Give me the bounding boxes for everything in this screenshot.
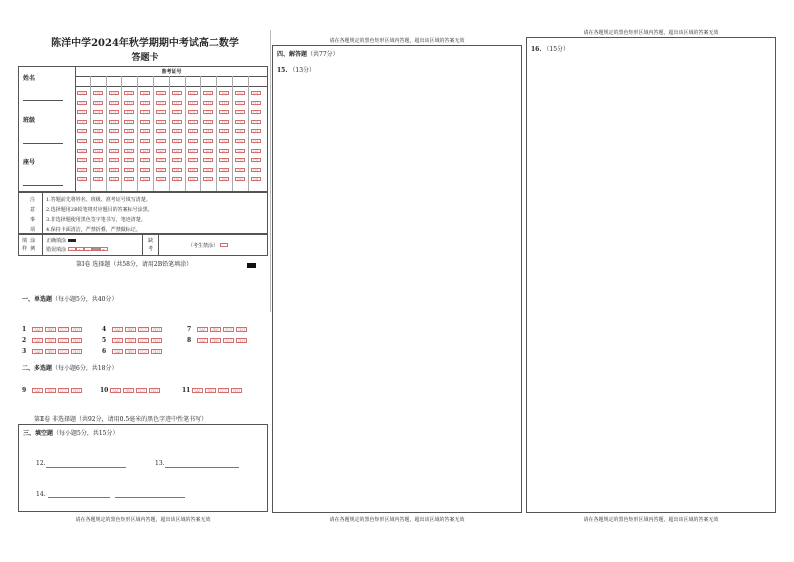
exam-digit-bubble[interactable]: [1] [172, 101, 182, 105]
exam-digit-bubble[interactable]: [4] [219, 129, 229, 133]
part2-heading: 第Ⅱ卷 非选择题（共92分，请用0.5毫米的黑色字迹中性笔书写） [34, 416, 208, 423]
single-choice-area [22, 316, 272, 355]
exam-digit-bubble[interactable]: [6] [140, 149, 150, 153]
option-bubble[interactable]: [B] [125, 338, 136, 343]
exam-digit-bubble[interactable]: [5] [235, 139, 245, 143]
choice-question: 1[A] [B] [C] [D] [22, 316, 84, 335]
exam-digit-bubble[interactable]: [0] [188, 91, 198, 95]
exam-digit-bubble[interactable]: [9] [109, 177, 119, 181]
exam-digit-bubble[interactable]: [1] [203, 101, 213, 105]
exam-digit-bubble[interactable]: [9] [251, 177, 261, 181]
exam-digit-bubble[interactable]: [8] [77, 168, 87, 172]
exam-digit-bubble[interactable]: [7] [109, 158, 119, 162]
choice-question: 4[A] [B] [C] [D] [102, 316, 164, 335]
option-bubble[interactable]: [A] [192, 388, 203, 393]
exam-digit-bubble[interactable]: [2] [77, 110, 87, 114]
option-bubble[interactable]: [A] [32, 327, 43, 332]
exam-digit-bubble[interactable]: [6] [124, 149, 134, 153]
option-bubble[interactable]: [B] [123, 388, 134, 393]
exam-digit-bubble[interactable]: [2] [203, 110, 213, 114]
exam-digit-bubble[interactable]: [9] [77, 177, 87, 181]
option-bubble[interactable]: [A] [32, 388, 43, 393]
option-bubble[interactable]: [D] [71, 349, 82, 354]
missing-text: （考生禁涂） [188, 242, 228, 249]
option-bubble[interactable]: [D] [236, 327, 247, 332]
option-bubble[interactable]: [C] [223, 338, 234, 343]
option-bubble[interactable]: [B] [45, 327, 56, 332]
multi-choice-area [22, 377, 272, 394]
choice-question: 10[A] [B] [C] [D] [100, 377, 162, 396]
exam-digit-bubble[interactable]: [1] [77, 101, 87, 105]
option-bubble[interactable]: [C] [136, 388, 147, 393]
option-bubble[interactable]: [A] [32, 349, 43, 354]
exam-digit-bubble[interactable]: [1] [219, 101, 229, 105]
fill-wrong: 错误填涂 ✓ ✕ ○ ▪ [46, 246, 108, 253]
exam-digit-bubble[interactable]: [0] [93, 91, 103, 95]
exam-digit-bubble[interactable]: [1] [124, 101, 134, 105]
choice-question: 7[A] [B] [C] [D] [187, 316, 249, 335]
option-bubble[interactable]: [D] [151, 338, 162, 343]
footer-note-2: 请在各题规定的黑色矩形区域内答题，超出该区域的答案无效 [329, 517, 465, 523]
exam-digit-bubble[interactable]: [2] [172, 110, 182, 114]
q16-label: 16. （15分） [531, 46, 570, 53]
exam-digit-bubble[interactable]: [8] [219, 168, 229, 172]
exam-digit-bubble[interactable]: [7] [235, 158, 245, 162]
exam-digit-bubble[interactable]: [4] [188, 129, 198, 133]
exam-digit-bubble[interactable]: [4] [156, 129, 166, 133]
exam-digit-bubble[interactable]: [9] [124, 177, 134, 181]
option-bubble[interactable]: [D] [149, 388, 160, 393]
exam-digit-bubble[interactable]: [4] [172, 129, 182, 133]
q13-label: 13. [155, 460, 165, 467]
option-bubble[interactable]: [D] [151, 327, 162, 332]
exam-digit-bubble[interactable]: [0] [124, 91, 134, 95]
choice-question: 5[A] [B] [C] [D] [102, 327, 164, 346]
option-bubble[interactable]: [A] [112, 349, 123, 354]
exam-digit-bubble[interactable]: [6] [235, 149, 245, 153]
exam-digit-bubble[interactable]: [7] [140, 158, 150, 162]
option-bubble[interactable]: [C] [138, 349, 149, 354]
exam-digit-bubble[interactable]: [9] [235, 177, 245, 181]
exam-digit-bubble[interactable]: [4] [93, 129, 103, 133]
exam-digit-bubble[interactable]: [5] [93, 139, 103, 143]
exam-digit-bubble[interactable]: [5] [203, 139, 213, 143]
exam-digit-bubble[interactable]: [7] [203, 158, 213, 162]
sec4-title: 四、解答题（共77分） [277, 51, 339, 58]
seat-label: 座号 [23, 159, 36, 166]
exam-digit-bubble[interactable]: [4] [109, 129, 119, 133]
exam-digit-bubble[interactable]: [9] [172, 177, 182, 181]
exam-digit-bubble[interactable]: [4] [77, 129, 87, 133]
option-bubble[interactable]: [D] [71, 338, 82, 343]
q14-label: 14. [36, 491, 46, 498]
option-bubble[interactable]: [C] [223, 327, 234, 332]
exam-digit-bubble[interactable]: [7] [93, 158, 103, 162]
exam-digit-bubble[interactable]: [0] [140, 91, 150, 95]
exam-digit-bubble[interactable]: [2] [235, 110, 245, 114]
exam-digit-bubble[interactable]: [1] [235, 101, 245, 105]
exam-digit-bubble[interactable]: [3] [109, 120, 119, 124]
exam-digit-bubble[interactable]: [8] [156, 168, 166, 172]
exam-digit-bubble[interactable]: [8] [93, 168, 103, 172]
exam-digit-bubble[interactable]: [0] [156, 91, 166, 95]
choice-question: 8[A] [B] [C] [D] [187, 327, 249, 346]
exam-digit-bubble[interactable]: [6] [109, 149, 119, 153]
option-bubble[interactable]: [A] [112, 338, 123, 343]
option-bubble[interactable]: [C] [58, 327, 69, 332]
name-label: 姓名 [23, 75, 36, 82]
exam-digit-bubble[interactable]: [1] [188, 101, 198, 105]
exam-digit-bubble[interactable]: [5] [77, 139, 87, 143]
option-bubble[interactable]: [A] [197, 338, 208, 343]
sec1-title: 一、单选题（每小题5分，共40分） [22, 296, 118, 303]
exam-no-label: 准考证号 [161, 69, 182, 75]
exam-digit-bubble[interactable]: [5] [140, 139, 150, 143]
sec3-title: 三、填空题（每小题5分，共15分） [23, 430, 119, 437]
exam-digit-bubble[interactable]: [3] [251, 120, 261, 124]
exam-digit-bubble[interactable]: [3] [203, 120, 213, 124]
exam-digit-bubble[interactable]: [0] [203, 91, 213, 95]
exam-digit-bubble[interactable]: [6] [156, 149, 166, 153]
exam-digit-bubble[interactable]: [3] [140, 120, 150, 124]
footer-note-1: 请在各题规定的黑色矩形区域内答题，超出该区域的答案无效 [75, 517, 211, 523]
option-bubble[interactable]: [C] [58, 349, 69, 354]
exam-digit-bubble[interactable]: [0] [251, 91, 261, 95]
exam-digit-bubble[interactable]: [7] [188, 158, 198, 162]
exam-digit-bubble[interactable]: [8] [235, 168, 245, 172]
exam-digit-bubble[interactable]: [0] [219, 91, 229, 95]
choice-question: 2[A] [B] [C] [D] [22, 327, 84, 346]
exam-digit-bubble[interactable]: [6] [172, 149, 182, 153]
exam-digit-bubble[interactable]: [4] [251, 129, 261, 133]
exam-digit-bubble[interactable]: [1] [156, 101, 166, 105]
exam-digit-bubble[interactable]: [1] [93, 101, 103, 105]
exam-digit-bubble[interactable]: [2] [109, 110, 119, 114]
choice-question: 6[A] [B] [C] [D] [102, 338, 164, 357]
exam-digit-bubble[interactable]: [7] [124, 158, 134, 162]
exam-digit-bubble[interactable]: [6] [93, 149, 103, 153]
exam-digit-bubble[interactable]: [3] [188, 120, 198, 124]
answer-box-16 [526, 37, 776, 513]
exam-digit-bubble[interactable]: [2] [124, 110, 134, 114]
card-subtitle: 答题卡 [131, 53, 159, 63]
exam-digit-bubble[interactable]: [3] [219, 120, 229, 124]
option-bubble[interactable]: [C] [58, 388, 69, 393]
option-bubble[interactable]: [B] [125, 349, 136, 354]
exam-digit-bubble[interactable]: [9] [156, 177, 166, 181]
exam-digit-bubble[interactable]: [4] [124, 129, 134, 133]
exam-digit-bubble[interactable]: [5] [219, 139, 229, 143]
exam-digit-bubble[interactable]: [6] [77, 149, 87, 153]
exam-digit-bubble[interactable]: [6] [251, 149, 261, 153]
exam-digit-bubble[interactable]: [7] [77, 158, 87, 162]
exam-digit-bubble[interactable]: [3] [235, 120, 245, 124]
exam-digit-bubble[interactable]: [6] [188, 149, 198, 153]
exam-digit-bubble[interactable]: [3] [77, 120, 87, 124]
timing-mark [247, 263, 256, 268]
choice-question: 3[A] [B] [C] [D] [22, 338, 84, 357]
exam-digit-bubble[interactable]: [0] [77, 91, 87, 95]
choice-question: 11[A] [B] [C] [D] [182, 377, 244, 396]
fill-correct: 正确填涂 [46, 237, 76, 244]
exam-digit-bubble[interactable]: [5] [156, 139, 166, 143]
option-bubble[interactable]: [B] [45, 338, 56, 343]
fill-blank-box [18, 424, 268, 512]
sec2-title: 二、多选题（每小题6分，共18分） [22, 365, 118, 372]
exam-digit-bubble[interactable]: [0] [109, 91, 119, 95]
exam-digit-bubble[interactable]: [8] [140, 168, 150, 172]
option-bubble[interactable]: [A] [32, 338, 43, 343]
exam-digit-bubble[interactable]: [3] [156, 120, 166, 124]
option-bubble[interactable]: [A] [112, 327, 123, 332]
exam-digit-bubble[interactable]: [0] [235, 91, 245, 95]
header-note-2: 请在各题规定的黑色矩形区域内答题，超出该区域的答案无效 [329, 38, 465, 44]
exam-digit-bubble[interactable]: [2] [93, 110, 103, 114]
option-bubble[interactable]: [C] [218, 388, 229, 393]
exam-number-grid [77, 91, 267, 191]
option-bubble[interactable]: [A] [197, 327, 208, 332]
exam-digit-bubble[interactable]: [5] [109, 139, 119, 143]
exam-digit-bubble[interactable]: [8] [124, 168, 134, 172]
option-bubble[interactable]: [C] [138, 327, 149, 332]
exam-digit-bubble[interactable]: [6] [203, 149, 213, 153]
option-bubble[interactable]: [D] [236, 338, 247, 343]
option-bubble[interactable]: [B] [205, 388, 216, 393]
exam-digit-bubble[interactable]: [3] [93, 120, 103, 124]
q15-label: 15. （13分） [277, 67, 316, 74]
option-bubble[interactable]: [C] [138, 338, 149, 343]
card-title: 陈洋中学2024年秋学期期中考试高二数学 [51, 38, 239, 49]
option-bubble[interactable]: [B] [125, 327, 136, 332]
exam-digit-bubble[interactable]: [7] [251, 158, 261, 162]
exam-digit-bubble[interactable]: [7] [172, 158, 182, 162]
exam-digit-bubble[interactable]: [9] [188, 177, 198, 181]
option-bubble[interactable]: [B] [45, 388, 56, 393]
exam-digit-bubble[interactable]: [9] [203, 177, 213, 181]
option-bubble[interactable]: [B] [45, 349, 56, 354]
exam-digit-bubble[interactable]: [8] [109, 168, 119, 172]
exam-digit-bubble[interactable]: [3] [124, 120, 134, 124]
exam-digit-bubble[interactable]: [2] [251, 110, 261, 114]
exam-digit-bubble[interactable]: [1] [251, 101, 261, 105]
exam-digit-bubble[interactable]: [4] [203, 129, 213, 133]
exam-digit-bubble[interactable]: [5] [124, 139, 134, 143]
exam-digit-bubble[interactable]: [8] [251, 168, 261, 172]
exam-digit-bubble[interactable]: [7] [156, 158, 166, 162]
exam-digit-bubble[interactable]: [5] [251, 139, 261, 143]
option-bubble[interactable]: [B] [210, 327, 221, 332]
answer-box-15 [272, 45, 522, 513]
exam-digit-bubble[interactable]: [8] [172, 168, 182, 172]
exam-digit-bubble[interactable]: [6] [219, 149, 229, 153]
exam-digit-bubble[interactable]: [2] [140, 110, 150, 114]
exam-digit-bubble[interactable]: [1] [109, 101, 119, 105]
notice-label: 注 意 事 项 [30, 197, 36, 233]
fill-label: 填 涂 样 例 [22, 238, 36, 252]
class-label: 班级 [23, 117, 36, 124]
notice-text: 1.答题前先将姓名、班级、准考证号填写清楚。 2.选择题用2B铅笔将对应题目的答案标号涂黑。 3.非选择题使用黑色签字笔书写，笔迹清楚。 4.保持卡面清洁，严禁折叠，严禁做标记。 [46, 197, 153, 233]
exam-digit-bubble[interactable]: [4] [140, 129, 150, 133]
option-bubble[interactable]: [C] [58, 338, 69, 343]
option-bubble[interactable]: [D] [71, 388, 82, 393]
missing-label: 缺 考 [148, 238, 154, 252]
part1-heading: 第Ⅰ卷 选择题（共58分，请用2B铅笔填涂） [76, 261, 193, 268]
exam-digit-bubble[interactable]: [2] [156, 110, 166, 114]
option-bubble[interactable]: [D] [151, 349, 162, 354]
q12-label: 12. [36, 460, 46, 467]
exam-digit-bubble[interactable]: [0] [172, 91, 182, 95]
footer-note-3: 请在各题规定的黑色矩形区域内答题，超出该区域的答案无效 [583, 517, 719, 523]
exam-digit-bubble[interactable]: [7] [219, 158, 229, 162]
exam-digit-bubble[interactable]: [9] [93, 177, 103, 181]
header-note-3: 请在各题规定的黑色矩形区域内答题，超出该区域的答案无效 [583, 30, 719, 36]
exam-digit-bubble[interactable]: [9] [219, 177, 229, 181]
exam-digit-bubble[interactable]: [9] [140, 177, 150, 181]
exam-digit-bubble[interactable]: [8] [203, 168, 213, 172]
exam-digit-bubble[interactable]: [2] [219, 110, 229, 114]
option-bubble[interactable]: [A] [110, 388, 121, 393]
exam-digit-bubble[interactable]: [8] [188, 168, 198, 172]
exam-digit-bubble[interactable]: [4] [235, 129, 245, 133]
choice-question: 9[A] [B] [C] [D] [22, 377, 84, 396]
exam-digit-bubble[interactable]: [3] [172, 120, 182, 124]
exam-digit-bubble[interactable]: [2] [188, 110, 198, 114]
exam-digit-bubble[interactable]: [5] [172, 139, 182, 143]
exam-digit-bubble[interactable]: [1] [140, 101, 150, 105]
option-bubble[interactable]: [D] [231, 388, 242, 393]
option-bubble[interactable]: [B] [210, 338, 221, 343]
exam-digit-bubble[interactable]: [5] [188, 139, 198, 143]
option-bubble[interactable]: [D] [71, 327, 82, 332]
